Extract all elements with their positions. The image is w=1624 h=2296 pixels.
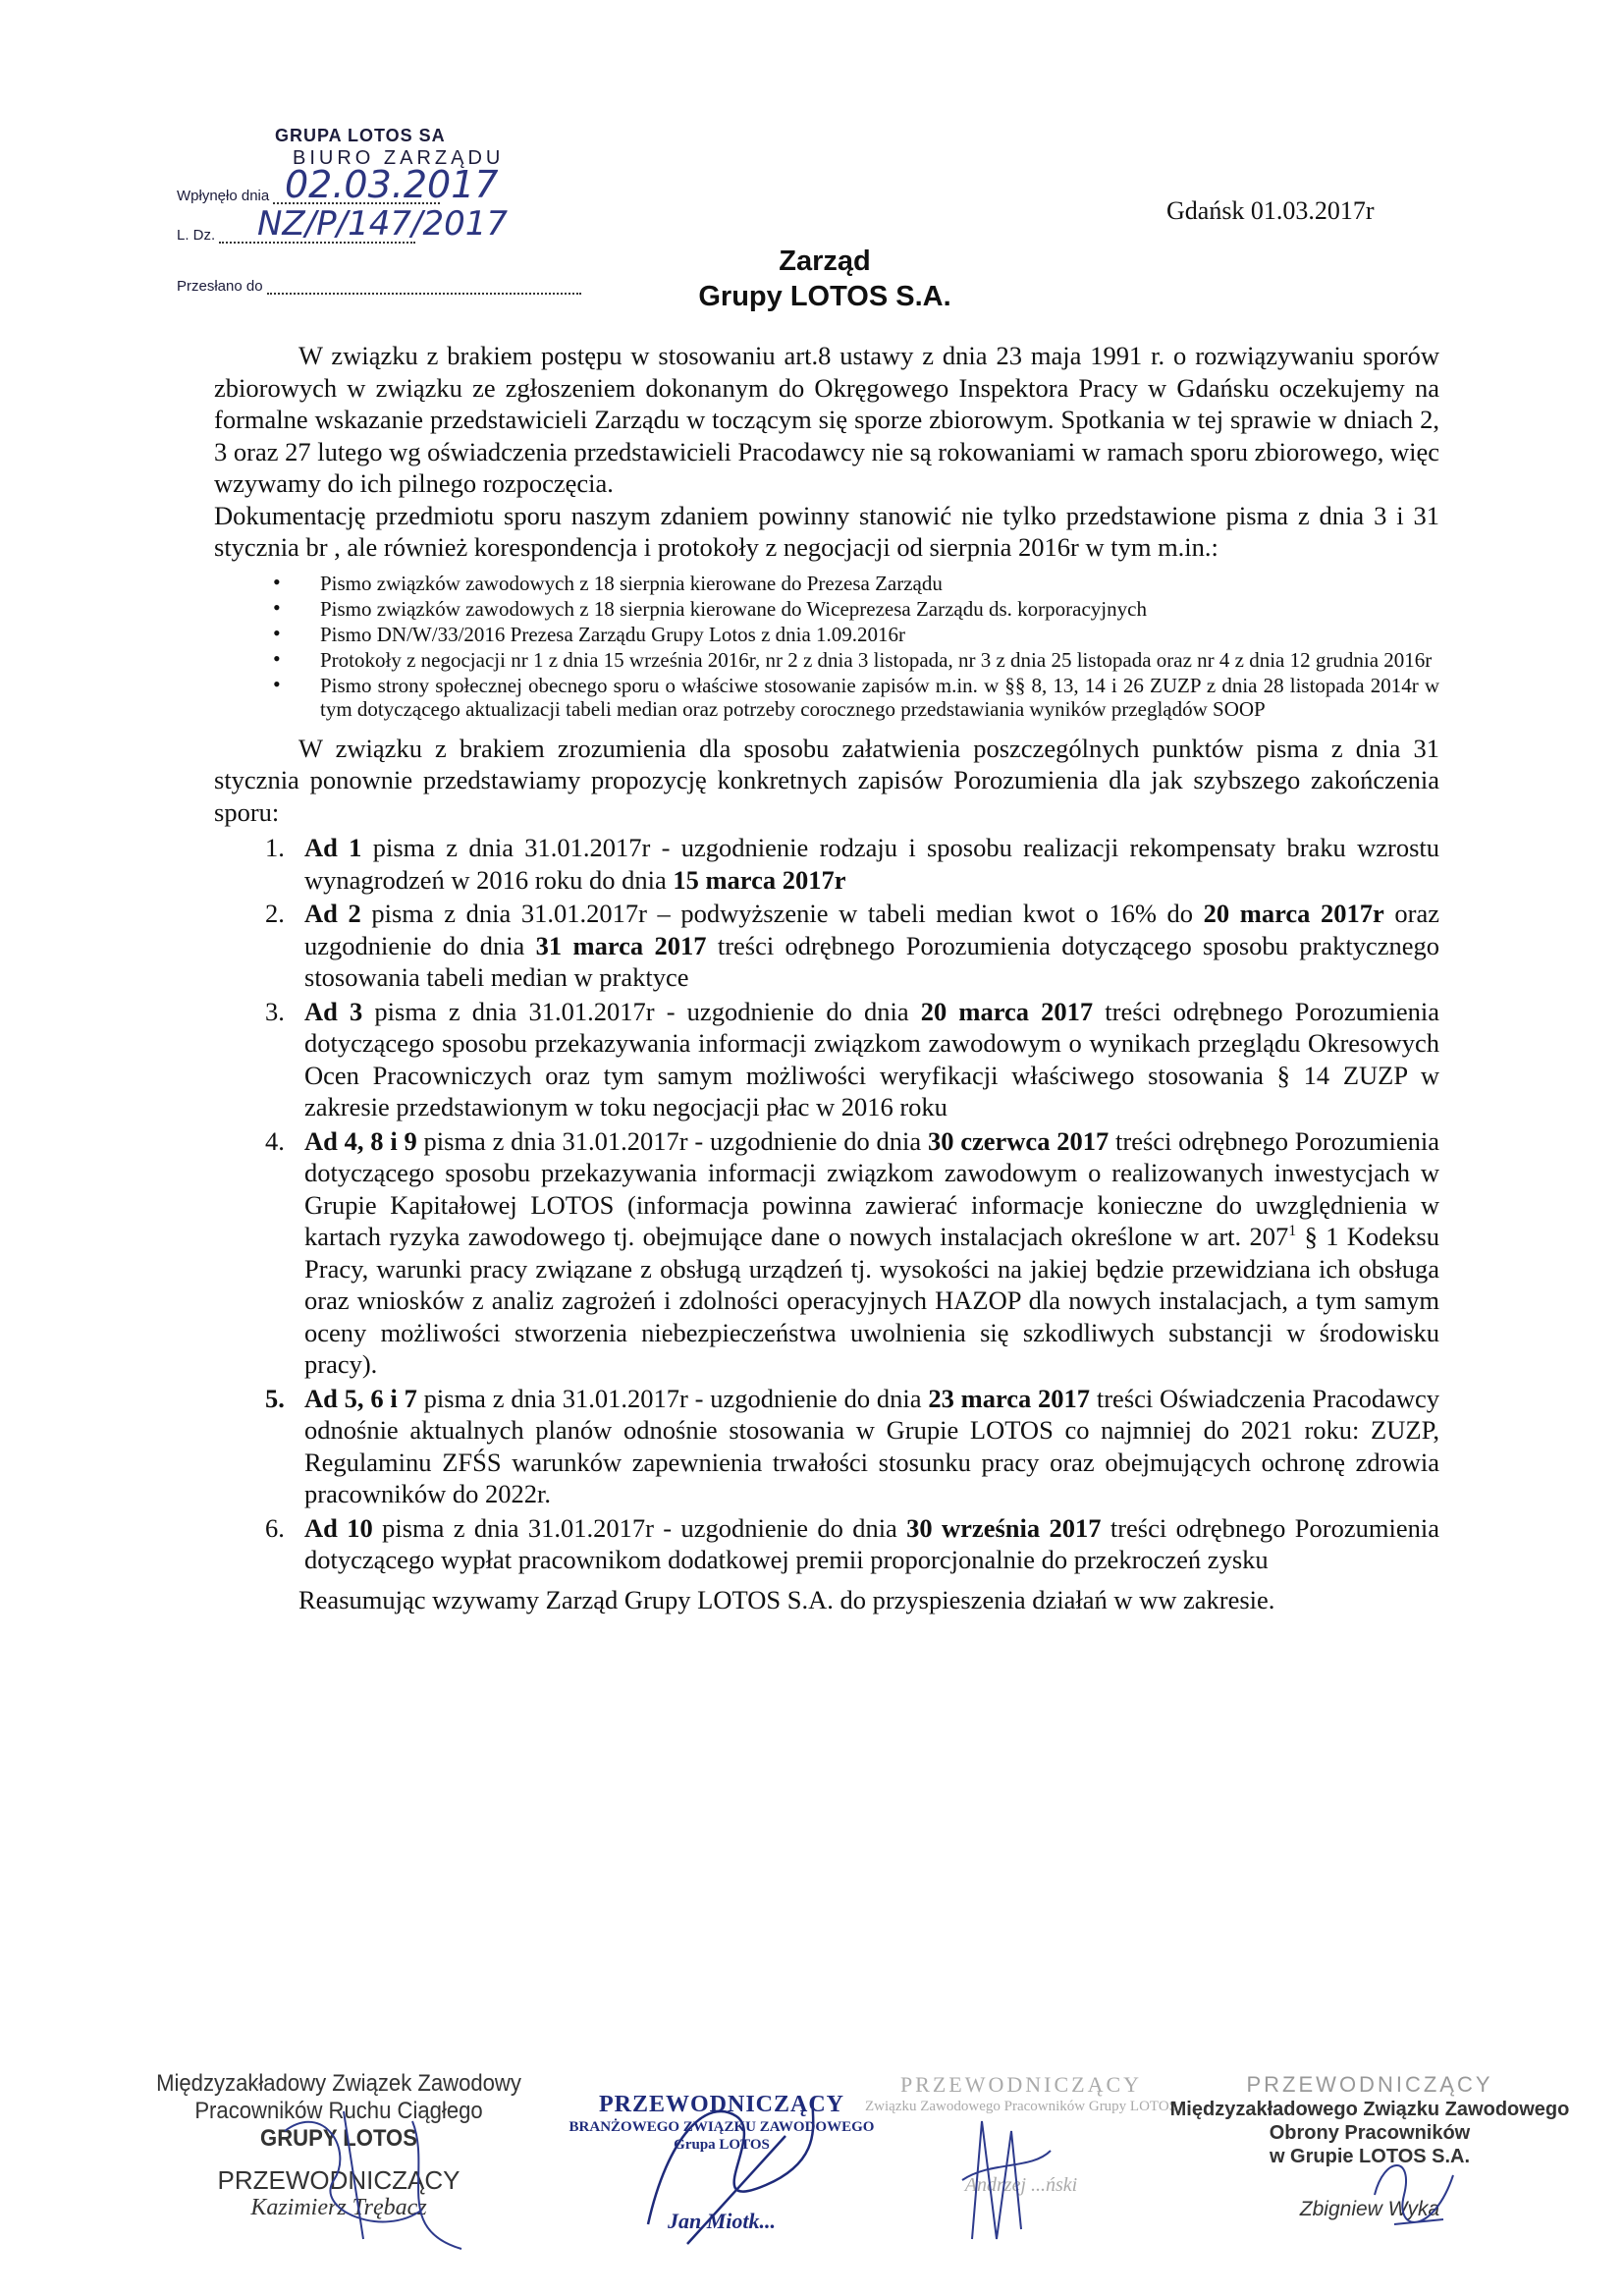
sig3-role: PRZEWODNICZĄCY	[899, 2072, 1143, 2097]
sig1-org-line1: Międzyzakładowy Związek Zawodowy	[156, 2070, 521, 2097]
item-deadline: 20 marca 2017r	[1203, 899, 1384, 928]
stamp-ref-value: NZ/P/147/2017	[257, 204, 509, 244]
item-ad: Ad 2	[304, 899, 361, 928]
stamp-received-label: Wpłynęło dnia	[177, 188, 270, 204]
item-deadline: 31 marca 2017	[535, 930, 707, 960]
proposal-item-5	[265, 1383, 1439, 1510]
item-text: pisma z dnia 31.01.2017r - uzgodnienie rodzaju i sposobu realizacji rekompensaty braku wzrostu wynagrodzeń w 2016 roku do dnia	[304, 833, 1439, 895]
sig1-org-line2: Pracowników Ruchu Ciągłego	[194, 2098, 483, 2124]
sig4-org-line2: Obrony Pracowników	[1269, 2122, 1471, 2144]
item-text: treści odrębnego Porozumienia dotyczącego sposobu praktycznego stosowania tabeli median w praktyce	[304, 930, 1439, 992]
item-ad: Ad 5, 6 i 7	[304, 1383, 417, 1413]
item-number: 6.	[265, 1512, 285, 1543]
proposal-item-4	[265, 1125, 1439, 1381]
sig3-org: Związku Zawodowego Pracowników Grupy LOTOS	[865, 2099, 1177, 2114]
proposal-item-6	[265, 1512, 1439, 1576]
item-text: treści Oświadczenia Pracodawcy odnośnie aktualnych planów odnośnie stosowania w Grupie LOTOS co najmniej do 2021 roku: ZUZP, Regulaminu ZFŚS warunków zapewnienia trwałości stosunku pracy oraz obejmujących ochronę zdrowia pracowników do 2022r.	[304, 1383, 1439, 1508]
sig2-name: Jan Miotk...	[667, 2209, 777, 2233]
sig4-role: PRZEWODNICZĄCY	[1246, 2072, 1493, 2097]
item-deadline: 20 marca 2017	[920, 996, 1094, 1026]
item-text: § 1 Kodeksu Pracy, warunki pracy związane z obsługą urządzeń tj. wysokości na jakiej będzie przewidziana ich obsługa oraz wniosków z analiz zagrożeń i zdolności operacyjnych HAZOP dla nowych instalacjach, a tym samym oceny możliwości stworzenia niebezpieczeństwa uwolnienia się szkodliwych substancji w środowisku pracy).	[304, 1222, 1439, 1379]
sig3-name: Andrzej ...ński	[964, 2174, 1078, 2196]
item-deadline: 30 czerwca 2017	[927, 1125, 1110, 1156]
item-number: 2.	[265, 899, 285, 928]
item-deadline: 30 września 2017	[906, 1512, 1102, 1543]
sig4-name: Zbigniew Wyka	[1299, 2198, 1440, 2220]
sig4-org-line1: Międzyzakładowego Związku Zawodowego	[1169, 2099, 1570, 2120]
item-text: pisma z dnia 31.01.2017r - uzgodnienie do dnia	[416, 1383, 929, 1413]
proposal-intro-paragraph: W związku z brakiem zrozumienia dla sposobu załatwienia poszczególnych punktów pisma z dnia 31 stycznia ponownie przedstawiamy propozycję konkretnych zapisów Porozumienia dla jak szybszego zakończenia sporu:	[214, 733, 1439, 827]
item-number: 4.	[265, 1125, 285, 1156]
item-text: pisma z dnia 31.01.2017r - uzgodnienie do dnia	[372, 1512, 907, 1543]
item-deadline: 23 marca 2017	[928, 1383, 1091, 1413]
proposal-item-2	[265, 898, 1439, 994]
item-number: 5.	[265, 1383, 285, 1413]
item-text: pisma z dnia 31.01.2017r - uzgodnienie do dnia	[416, 1125, 928, 1156]
sig1-org-line3: GRUPY LOTOS	[260, 2125, 417, 2152]
item-text: pisma z dnia 31.01.2017r – podwyższenie w tabeli median kwot o 16% do	[360, 899, 1204, 928]
stamp-received-value: 02.03.2017	[285, 163, 499, 206]
item-number: 3.	[265, 996, 285, 1026]
item-ad: Ad 4, 8 i 9	[304, 1125, 417, 1156]
recipient-block	[687, 244, 962, 314]
item-ad: Ad 3	[304, 996, 363, 1026]
list-item: • Pismo związków zawodowych z 18 sierpnia kierowane do Prezesa Zarządu	[273, 572, 1439, 595]
proposal-list	[214, 832, 1439, 1576]
sig2-org: BRANŻOWEGO ZWIĄZKU ZAWODOWEGO Grupa LOTOS	[568, 2119, 875, 2153]
item-text: treści odrębnego Porozumienia dotyczącego wypłat pracownikom dodatkowej premii proporcjonalnie do przekroczeń zysku	[304, 1512, 1439, 1574]
item-text: treści odrębnego Porozumienia dotyczącego sposobu przekazywania informacji związkom zawodowym o realizowanych inwestycjach w Grupie Kapitałowej LOTOS (informacja powinna zawierać informacje konieczne do uwzględnienia w kartach ryzyka zawodowego tj. obejmujące dane o nowych instalacjach określone w art. 207	[304, 1125, 1439, 1251]
signature-scribble-4	[1355, 2136, 1473, 2244]
recipient-line1: Zarząd	[779, 246, 871, 277]
stamp-title: GRUPA LOTOS SA	[275, 126, 446, 145]
sig1-name: Kazimierz Trębacz	[250, 2195, 427, 2220]
item-deadline: 15 marca 2017r	[673, 864, 846, 895]
closing-paragraph: Reasumując wzywamy Zarząd Grupy LOTOS S.A. do przyspieszenia działań w ww zakresie.	[298, 1584, 1275, 1614]
recipient-line2: Grupy LOTOS S.A.	[698, 281, 951, 312]
item-text: pisma z dnia 31.01.2017r - uzgodnienie do dnia	[362, 996, 921, 1026]
documentation-paragraph: Dokumentację przedmiotu sporu naszym zdaniem powinny stanowić nie tylko przedstawione pisma z dnia 3 i 31 stycznia br , ale również korespondencja i protokoły z negocjacji od sierpnia 2016r w tym m.in.:	[214, 500, 1439, 562]
receipt-stamp	[177, 126, 589, 302]
stamp-subtitle: BIURO ZARZĄDU	[293, 147, 505, 169]
proposal-item-1	[265, 832, 1439, 896]
item-ad: Ad 1	[304, 833, 362, 862]
list-item: • Pismo DN/W/33/2016 Prezesa Zarządu Grupy Lotos z dnia 1.09.2016r	[273, 623, 1439, 646]
signature-scribble-1	[265, 2092, 481, 2259]
item-number: 1.	[265, 833, 285, 862]
stamp-ref-label: L. Dz.	[177, 227, 216, 244]
letter-date: Gdańsk 01.03.2017r	[1166, 196, 1375, 225]
letter-body	[214, 340, 1439, 1615]
signature-scribble-3	[943, 2102, 1060, 2249]
sig2-role: PRZEWODNICZĄCY	[598, 2092, 844, 2117]
stamp-forward-label: Przesłano do	[177, 278, 263, 295]
list-item: • Pismo związków zawodowych z 18 sierpnia kierowane do Wiceprezesa Zarządu ds. korporacyjnych	[273, 597, 1439, 621]
stamp-forward-dots	[267, 275, 581, 295]
documents-list	[214, 572, 1439, 721]
sig1-role: PRZEWODNICZĄCY	[217, 2165, 460, 2195]
signature-scribble-2	[628, 2077, 825, 2264]
item-text: oraz uzgodnienie do dnia	[304, 899, 1439, 960]
list-item: • Pismo strony społecznej obecnego sporu o właściwe stosowanie zapisów m.in. w §§ 8, 13, 14 i 26 ZUZP z dnia 28 listopada 2014r w tym dotyczącego aktualizacji tabeli median oraz potrzeby corocznego przedstawiania wyników przeglądów SOOP	[273, 674, 1439, 721]
intro-paragraph: W związku z brakiem postępu w stosowaniu art.8 ustawy z dnia 23 maja 1991 r. o rozwiązywaniu sporów zbiorowych w związku ze zgłoszeniem dokonanym do Okręgowego Inspektora Pracy w Gdańsku oczekujemy na formalne wskazanie przedstawicieli Zarządu w toczącym się sporze zbiorowym. Spotkania w tej sprawie w dniach 2, 3 oraz 27 lutego wg oświadczenia przedstawicieli Pracodawcy nie są rokowaniami w ramach sporu zbiorowego, więc wzywamy do ich pilnego rozpoczęcia.	[214, 341, 1439, 498]
stamp-forward-row	[177, 275, 581, 295]
item-ad: Ad 10	[304, 1512, 373, 1543]
sig4-org-line3: w Grupie LOTOS S.A.	[1269, 2146, 1471, 2167]
item-text: treści odrębnego Porozumienia dotyczącego sposobu przekazywania informacji związkom zawodowym o wynikach przeglądu Okresowych Ocen Pracowniczych oraz tym samym możliwości weryfikacji właściwego stosowania § 14 ZUZP w zakresie przedstawionym w toku negocjacji płac w 2016 roku	[304, 996, 1439, 1121]
proposal-item-3	[265, 996, 1439, 1123]
list-item: • Protokoły z negocjacji nr 1 z dnia 15 września 2016r, nr 2 z dnia 3 listopada, nr 3 z dnia 25 listopada oraz nr 4 z dnia 12 grudnia 2016r	[273, 648, 1439, 672]
superscript: 1	[1288, 1223, 1297, 1240]
